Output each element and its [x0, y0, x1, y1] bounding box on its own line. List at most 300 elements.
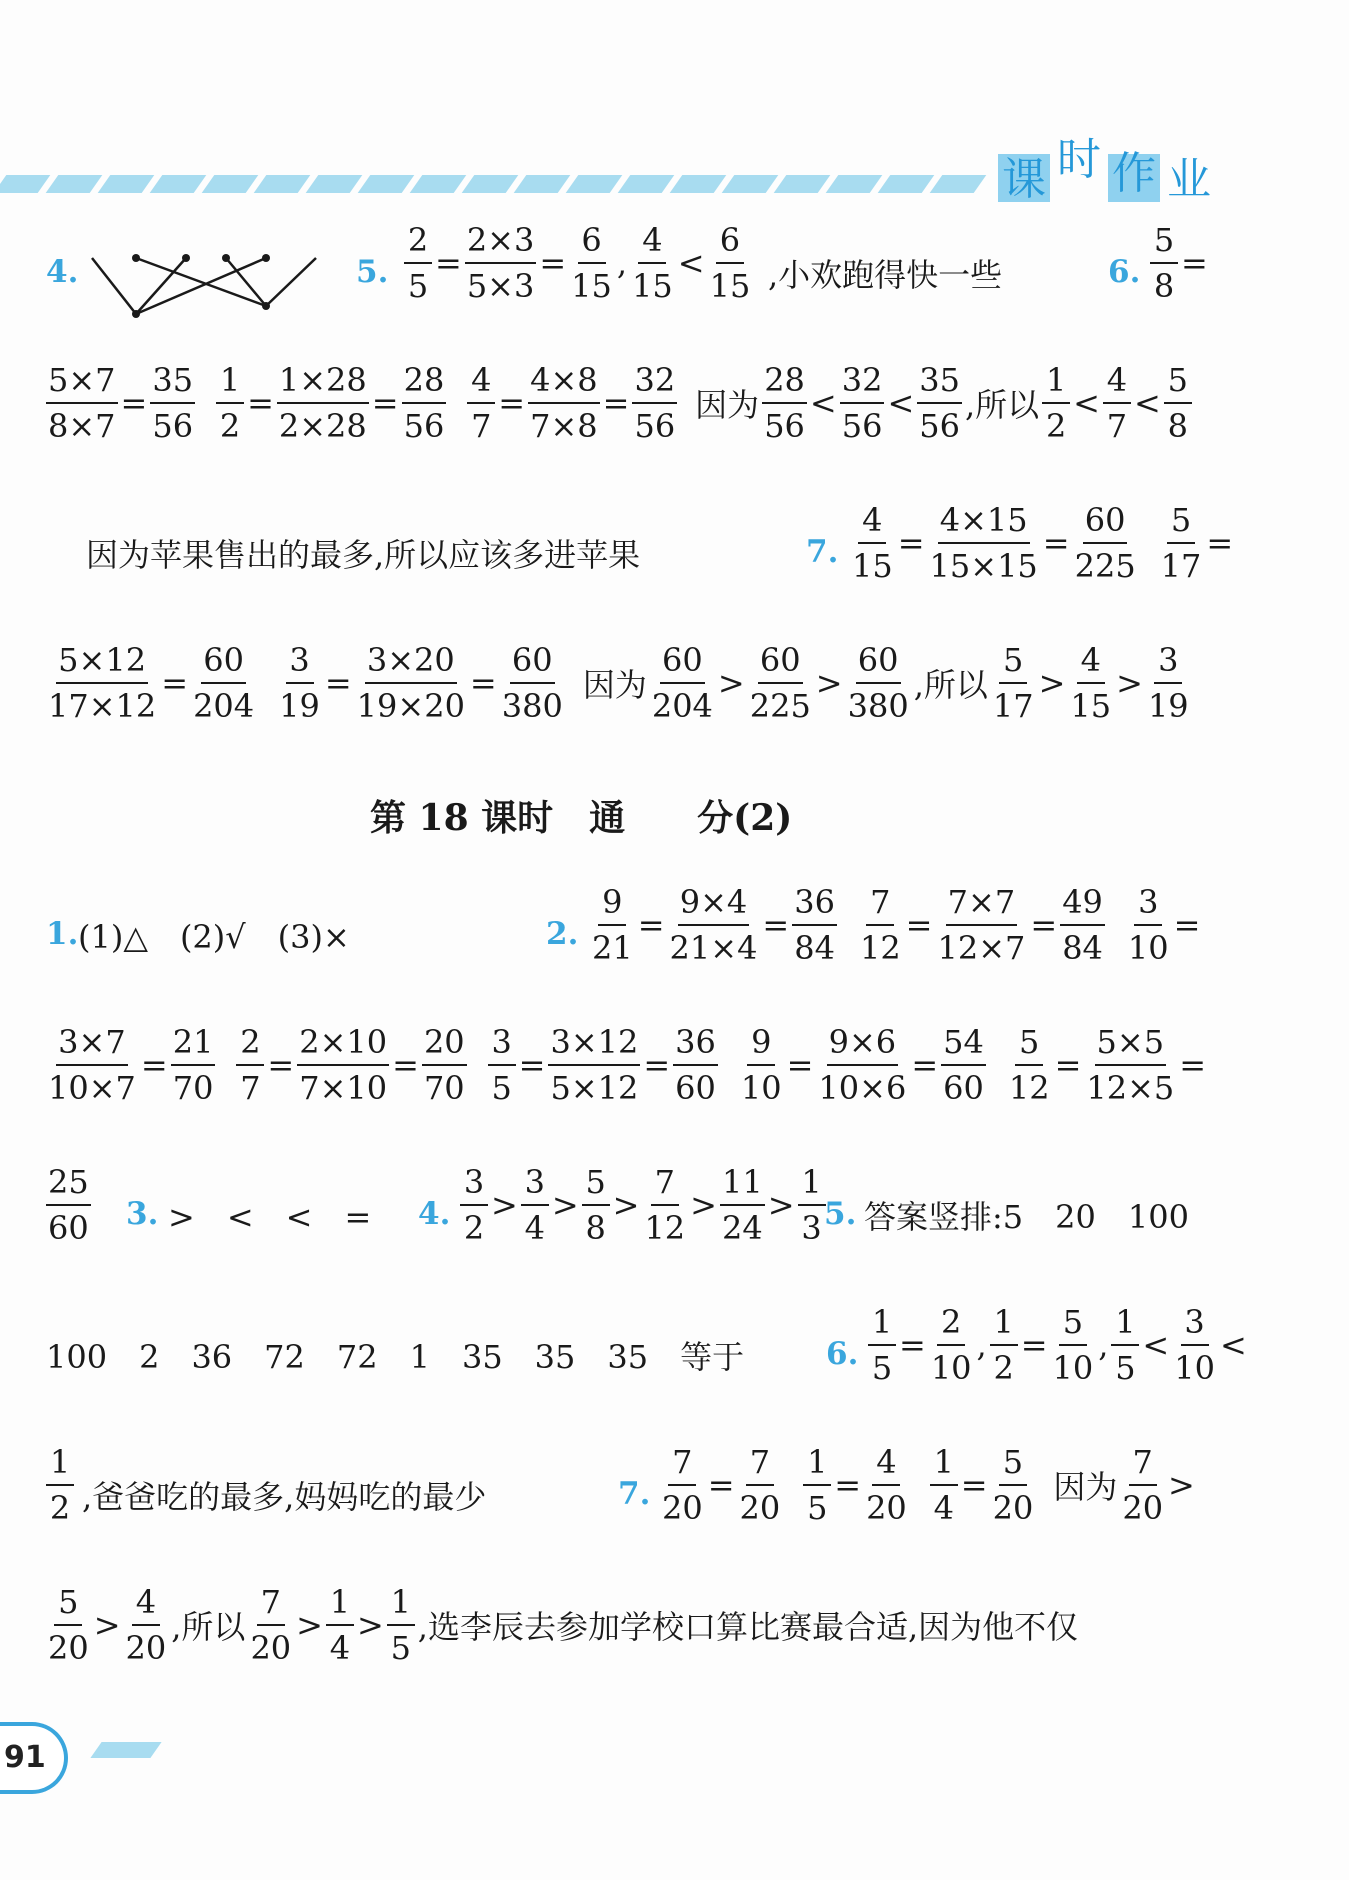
fraction	[864, 1443, 909, 1527]
operator: >	[612, 1186, 640, 1224]
denominator: 56	[403, 407, 445, 445]
denominator: 15	[709, 267, 751, 305]
answer-line-2	[0, 358, 1349, 468]
banner-stripe	[410, 175, 467, 193]
operator: =	[786, 1046, 814, 1084]
operator: =	[960, 1466, 988, 1504]
denominator: 5×12	[550, 1069, 639, 1107]
q3-number: 3.	[126, 1196, 159, 1232]
denominator: 5	[807, 1489, 828, 1527]
fraction	[850, 501, 895, 585]
operator: =	[1206, 524, 1234, 562]
fraction	[1150, 221, 1178, 305]
denominator: 60	[943, 1069, 984, 1107]
fraction	[402, 361, 447, 445]
fraction	[650, 641, 715, 725]
numerator: 5×5	[1095, 1026, 1167, 1066]
numerator: 1×28	[277, 364, 369, 404]
fraction	[917, 361, 962, 445]
answer-line-10	[0, 1580, 1349, 1690]
operator: ,所以	[171, 1608, 246, 1646]
operator: =	[1042, 524, 1070, 562]
numerator: 1	[990, 1306, 1018, 1346]
numerator: 4	[872, 1446, 900, 1486]
q5-number: 5.	[356, 254, 389, 290]
numerator: 2	[404, 224, 432, 264]
denominator: 20	[250, 1629, 292, 1667]
denominator: 7×8	[530, 407, 598, 445]
numerator: 60	[510, 644, 555, 684]
denominator: 4	[329, 1629, 351, 1667]
denominator: 20	[739, 1489, 781, 1527]
line-4-expression	[46, 641, 1191, 725]
numerator: 36	[673, 1026, 718, 1066]
fraction	[150, 361, 195, 445]
fraction	[1007, 1023, 1052, 1107]
q5-expression	[404, 221, 752, 305]
operator: <	[1219, 1326, 1247, 1364]
numerator: 11	[720, 1166, 765, 1206]
numerator: 3	[1134, 886, 1162, 926]
denominator: 10	[1127, 929, 1169, 967]
numerator: 6	[716, 224, 744, 264]
fraction	[929, 1303, 974, 1387]
answer-line-5	[0, 880, 1349, 990]
numerator: 7	[257, 1586, 285, 1626]
numerator: 1	[798, 1166, 826, 1206]
banner-stripe	[514, 175, 571, 193]
denominator: 5	[871, 1349, 893, 1387]
fraction	[748, 641, 813, 725]
operator: 因为	[695, 386, 760, 424]
denominator: 20	[866, 1489, 907, 1527]
fraction	[792, 883, 837, 967]
denominator: 380	[847, 687, 909, 725]
operator: =	[267, 1046, 295, 1084]
numerator: 60	[660, 644, 705, 684]
banner-stripe	[774, 175, 831, 193]
fraction	[569, 221, 614, 305]
operator: =	[602, 384, 630, 422]
operator: =	[392, 1046, 419, 1084]
q7-number: 7.	[806, 534, 839, 570]
numerator: 5	[1167, 504, 1195, 544]
operator: 因为	[582, 666, 647, 704]
numerator: 5	[1015, 1026, 1043, 1066]
numerator: 1	[216, 364, 244, 404]
fraction	[236, 1023, 264, 1107]
logo-char-3: 作	[1112, 148, 1156, 199]
fraction	[460, 1163, 488, 1247]
operator: ,	[976, 1326, 987, 1364]
fraction	[858, 883, 903, 967]
denominator: 21	[592, 929, 633, 967]
fraction	[840, 361, 885, 445]
fraction	[1073, 501, 1138, 585]
denominator: 19×20	[356, 687, 465, 725]
q7b-expression	[660, 1443, 1198, 1527]
operator: =	[905, 906, 933, 944]
page-number-badge	[0, 1722, 68, 1794]
operator: =	[911, 1046, 939, 1084]
denominator: 15×15	[929, 547, 1038, 585]
operator: =	[539, 244, 567, 282]
fraction	[928, 501, 1040, 585]
q6-number: 6.	[1108, 254, 1141, 290]
numerator: 49	[1060, 886, 1105, 926]
numerator: 3×12	[548, 1026, 640, 1066]
numerator: 4×8	[528, 364, 600, 404]
operator: =	[707, 1466, 735, 1504]
numerator: 1	[868, 1306, 896, 1346]
banner-stripe	[46, 175, 103, 193]
denominator: 10	[930, 1349, 972, 1387]
fraction	[387, 1583, 415, 1667]
fraction	[1103, 361, 1131, 445]
q5b-number: 5.	[824, 1196, 857, 1232]
denominator: 84	[1062, 929, 1103, 967]
fraction	[1084, 1023, 1176, 1107]
fraction	[171, 1023, 216, 1107]
fraction	[708, 221, 753, 305]
fraction	[422, 1023, 467, 1107]
operator: >	[1168, 1466, 1195, 1504]
operator: <	[1073, 384, 1100, 422]
fraction	[46, 1163, 91, 1247]
operator: >	[491, 1186, 518, 1224]
operator: >	[1116, 664, 1143, 702]
banner-stripe	[254, 175, 311, 193]
denominator: 5	[390, 1629, 411, 1667]
fraction	[1060, 883, 1105, 967]
fraction	[277, 361, 369, 445]
operator: <	[677, 244, 705, 282]
numerator: 1	[1111, 1306, 1139, 1346]
numerator: 1	[46, 1446, 74, 1486]
denominator: 2	[993, 1349, 1014, 1387]
operator: >	[767, 1186, 795, 1224]
fraction	[46, 641, 158, 725]
numerator: 4×15	[938, 504, 1030, 544]
banner-stripe	[150, 175, 207, 193]
numerator: 60	[856, 644, 901, 684]
answer-line-7	[0, 1160, 1349, 1270]
denominator: 20	[125, 1629, 167, 1667]
fraction	[632, 361, 677, 445]
banner-stripe	[358, 175, 415, 193]
denominator: 70	[423, 1069, 465, 1107]
denominator: 17×12	[48, 687, 157, 725]
denominator: 4	[524, 1209, 545, 1247]
answer-line-8	[0, 1300, 1349, 1410]
numerator: 5	[999, 1446, 1027, 1486]
fraction	[941, 1023, 986, 1107]
operator: =	[324, 664, 352, 702]
denominator: 7	[240, 1069, 261, 1107]
fraction	[582, 1163, 610, 1247]
operator: <	[809, 384, 837, 422]
banner-stripe	[306, 175, 363, 193]
operator: =	[1030, 906, 1058, 944]
operator: <	[1142, 1326, 1170, 1364]
fraction	[46, 1443, 74, 1527]
fraction	[488, 1023, 516, 1107]
denominator: 225	[749, 687, 811, 725]
fraction	[1172, 1303, 1217, 1387]
operator: =	[371, 384, 399, 422]
denominator: 3	[801, 1209, 822, 1247]
q1-answer: (1)△ (2)√ (3)×	[78, 918, 350, 956]
denominator: 10×6	[818, 1069, 907, 1107]
operator: >	[690, 1186, 717, 1224]
fraction	[1120, 1443, 1165, 1527]
numerator: 5	[1059, 1306, 1087, 1346]
answer-line-1	[0, 218, 1349, 328]
q4-number: 4.	[46, 254, 79, 290]
denominator: 19	[1147, 687, 1189, 725]
numerator: 1	[387, 1586, 415, 1626]
fraction	[991, 641, 1036, 725]
operator: =	[1020, 1326, 1048, 1364]
fraction	[673, 1023, 718, 1107]
line-7-fraction	[46, 1163, 91, 1247]
fraction	[216, 361, 244, 445]
fraction	[1111, 1303, 1139, 1387]
numerator: 7	[746, 1446, 774, 1486]
banner-stripe	[566, 175, 623, 193]
numerator: 36	[792, 886, 837, 926]
denominator: 15	[852, 547, 893, 585]
denominator: 12	[859, 929, 901, 967]
operator: <	[887, 384, 915, 422]
fraction	[990, 1303, 1018, 1387]
denominator: 7	[1106, 407, 1128, 445]
logo-char-4: 业	[1167, 154, 1211, 205]
denominator: 12	[644, 1209, 686, 1247]
numerator: 3×20	[365, 644, 457, 684]
operator: =	[1179, 1046, 1207, 1084]
fraction	[467, 361, 495, 445]
denominator: 8	[1167, 407, 1188, 445]
numerator: 7×7	[946, 886, 1018, 926]
banner-stripe	[878, 175, 935, 193]
fraction	[935, 883, 1027, 967]
denominator: 7×10	[299, 1069, 388, 1107]
fraction	[991, 1443, 1036, 1527]
numerator: 4	[132, 1586, 160, 1626]
numerator: 32	[840, 364, 885, 404]
fraction	[46, 1023, 138, 1107]
denominator: 8	[1153, 267, 1175, 305]
line-10-expression	[46, 1583, 1081, 1667]
operator: ,	[1098, 1326, 1109, 1364]
numerator: 25	[46, 1166, 91, 1206]
numerator: 7	[866, 886, 894, 926]
fraction	[816, 1023, 908, 1107]
numerator: 7	[668, 1446, 696, 1486]
matching-lines-diagram	[86, 236, 326, 326]
banner-stripe	[670, 175, 727, 193]
numerator: 4	[638, 224, 666, 264]
numerator: 9	[598, 886, 626, 926]
numerator: 2	[236, 1026, 264, 1066]
numerator: 28	[402, 364, 447, 404]
fraction	[630, 221, 675, 305]
fraction	[277, 641, 322, 725]
denominator: 19	[279, 687, 320, 725]
operator: >	[551, 1186, 579, 1224]
denominator: 4	[933, 1489, 954, 1527]
fraction	[1146, 641, 1191, 725]
denominator: 17	[992, 687, 1034, 725]
denominator: 21×4	[669, 929, 758, 967]
fraction	[930, 1443, 958, 1527]
answer-line-4	[0, 638, 1349, 748]
numerator: 9×4	[678, 886, 750, 926]
q6b-answer: ,爸爸吃的最多,妈妈吃的最少	[82, 1478, 487, 1516]
numerator: 35	[917, 364, 962, 404]
fraction	[1164, 361, 1192, 445]
fraction	[739, 1023, 784, 1107]
denominator: 56	[634, 407, 676, 445]
header-banner	[0, 166, 990, 204]
operator: >	[717, 664, 745, 702]
fraction	[798, 1163, 826, 1247]
numerator: 35	[150, 364, 195, 404]
operator: ,所以	[964, 386, 1040, 424]
denominator: 56	[152, 407, 194, 445]
numerator: 20	[422, 1026, 467, 1066]
denominator: 2×28	[278, 407, 367, 445]
operator: =	[834, 1466, 862, 1504]
banner-stripe	[930, 175, 987, 193]
fraction	[521, 1163, 549, 1247]
denominator: 204	[193, 687, 255, 725]
denominator: 8×7	[48, 407, 116, 445]
numerator: 4	[858, 504, 886, 544]
denominator: 20	[662, 1489, 703, 1527]
numerator: 3	[1154, 644, 1182, 684]
line-6-expression	[46, 1023, 1209, 1107]
numerator: 28	[762, 364, 807, 404]
operator: =	[247, 384, 274, 422]
q7b-number: 7.	[618, 1476, 651, 1512]
q2-number: 2.	[546, 916, 579, 952]
operator: =	[1054, 1046, 1082, 1084]
denominator: 10	[1174, 1349, 1215, 1387]
answer-line-6	[0, 1020, 1349, 1130]
numerator: 3×7	[56, 1026, 128, 1066]
denominator: 5	[407, 267, 429, 305]
numerator: 1	[803, 1446, 831, 1486]
numerator: 4	[1103, 364, 1131, 404]
banner-stripe	[462, 175, 519, 193]
denominator: 8	[585, 1209, 606, 1247]
q4b-expression	[460, 1163, 826, 1247]
operator: 因为	[1053, 1468, 1118, 1506]
denominator: 2	[1045, 407, 1067, 445]
fraction	[1042, 361, 1070, 445]
numerator: 54	[941, 1026, 986, 1066]
fraction	[191, 641, 256, 725]
denominator: 7	[471, 407, 492, 445]
fraction	[355, 641, 467, 725]
banner-stripe	[98, 175, 155, 193]
numerator: 5×12	[56, 644, 148, 684]
fraction	[1068, 641, 1113, 725]
denominator: 15	[571, 267, 612, 305]
operator: =	[140, 1046, 168, 1084]
numerator: 2×3	[465, 224, 537, 264]
denominator: 20	[992, 1489, 1034, 1527]
numerator: 1	[1042, 364, 1070, 404]
numerator: 1	[326, 1586, 354, 1626]
operator: =	[1181, 244, 1208, 282]
operator: =	[899, 1326, 926, 1364]
fraction	[738, 1443, 783, 1527]
line-9-fraction	[46, 1443, 74, 1527]
fraction	[1051, 1303, 1096, 1387]
numerator: 3	[460, 1166, 488, 1206]
numerator: 5	[582, 1166, 610, 1206]
fraction	[720, 1163, 765, 1247]
numerator: 3	[1181, 1306, 1209, 1346]
fraction	[500, 641, 565, 725]
fraction	[528, 361, 600, 445]
q6-answer: 因为苹果售出的最多,所以应该多进苹果	[86, 536, 641, 574]
denominator: 12×5	[1086, 1069, 1175, 1107]
operator: =	[762, 906, 790, 944]
footer-swoosh	[90, 1742, 161, 1758]
q6-expression	[1150, 221, 1211, 305]
denominator: 10×7	[48, 1069, 136, 1107]
numerator: 5×7	[46, 364, 118, 404]
answer-line-9	[0, 1440, 1349, 1550]
q5-answer: ,小欢跑得快一些	[768, 256, 1003, 294]
operator: >	[296, 1606, 323, 1644]
denominator: 2	[49, 1489, 71, 1527]
fraction	[642, 1163, 687, 1247]
q3-answer: > < < =	[168, 1198, 372, 1236]
denominator: 2	[219, 407, 241, 445]
numerator: 4	[467, 364, 495, 404]
fraction	[668, 883, 760, 967]
denominator: 56	[764, 407, 805, 445]
denominator: 56	[919, 407, 960, 445]
denominator: 10	[740, 1069, 782, 1107]
q6b-expression	[868, 1303, 1250, 1387]
numerator: 9	[747, 1026, 775, 1066]
denominator: 20	[1122, 1489, 1164, 1527]
denominator: 60	[48, 1209, 89, 1247]
q1-number: 1.	[46, 916, 79, 952]
fraction	[124, 1583, 169, 1667]
numerator: 3	[521, 1166, 549, 1206]
answer-line-3	[0, 498, 1349, 608]
banner-stripe	[202, 175, 259, 193]
fraction	[660, 1443, 705, 1527]
fraction	[297, 1023, 389, 1107]
fraction	[846, 641, 911, 725]
operator: ,所以	[913, 666, 988, 704]
numerator: 3	[488, 1026, 516, 1066]
logo-char-2: 时	[1057, 134, 1101, 185]
operator: <	[1133, 384, 1161, 422]
banner-stripe	[722, 175, 779, 193]
operator: >	[93, 1606, 121, 1644]
numerator: 21	[171, 1026, 216, 1066]
numerator: 5	[1150, 224, 1178, 264]
